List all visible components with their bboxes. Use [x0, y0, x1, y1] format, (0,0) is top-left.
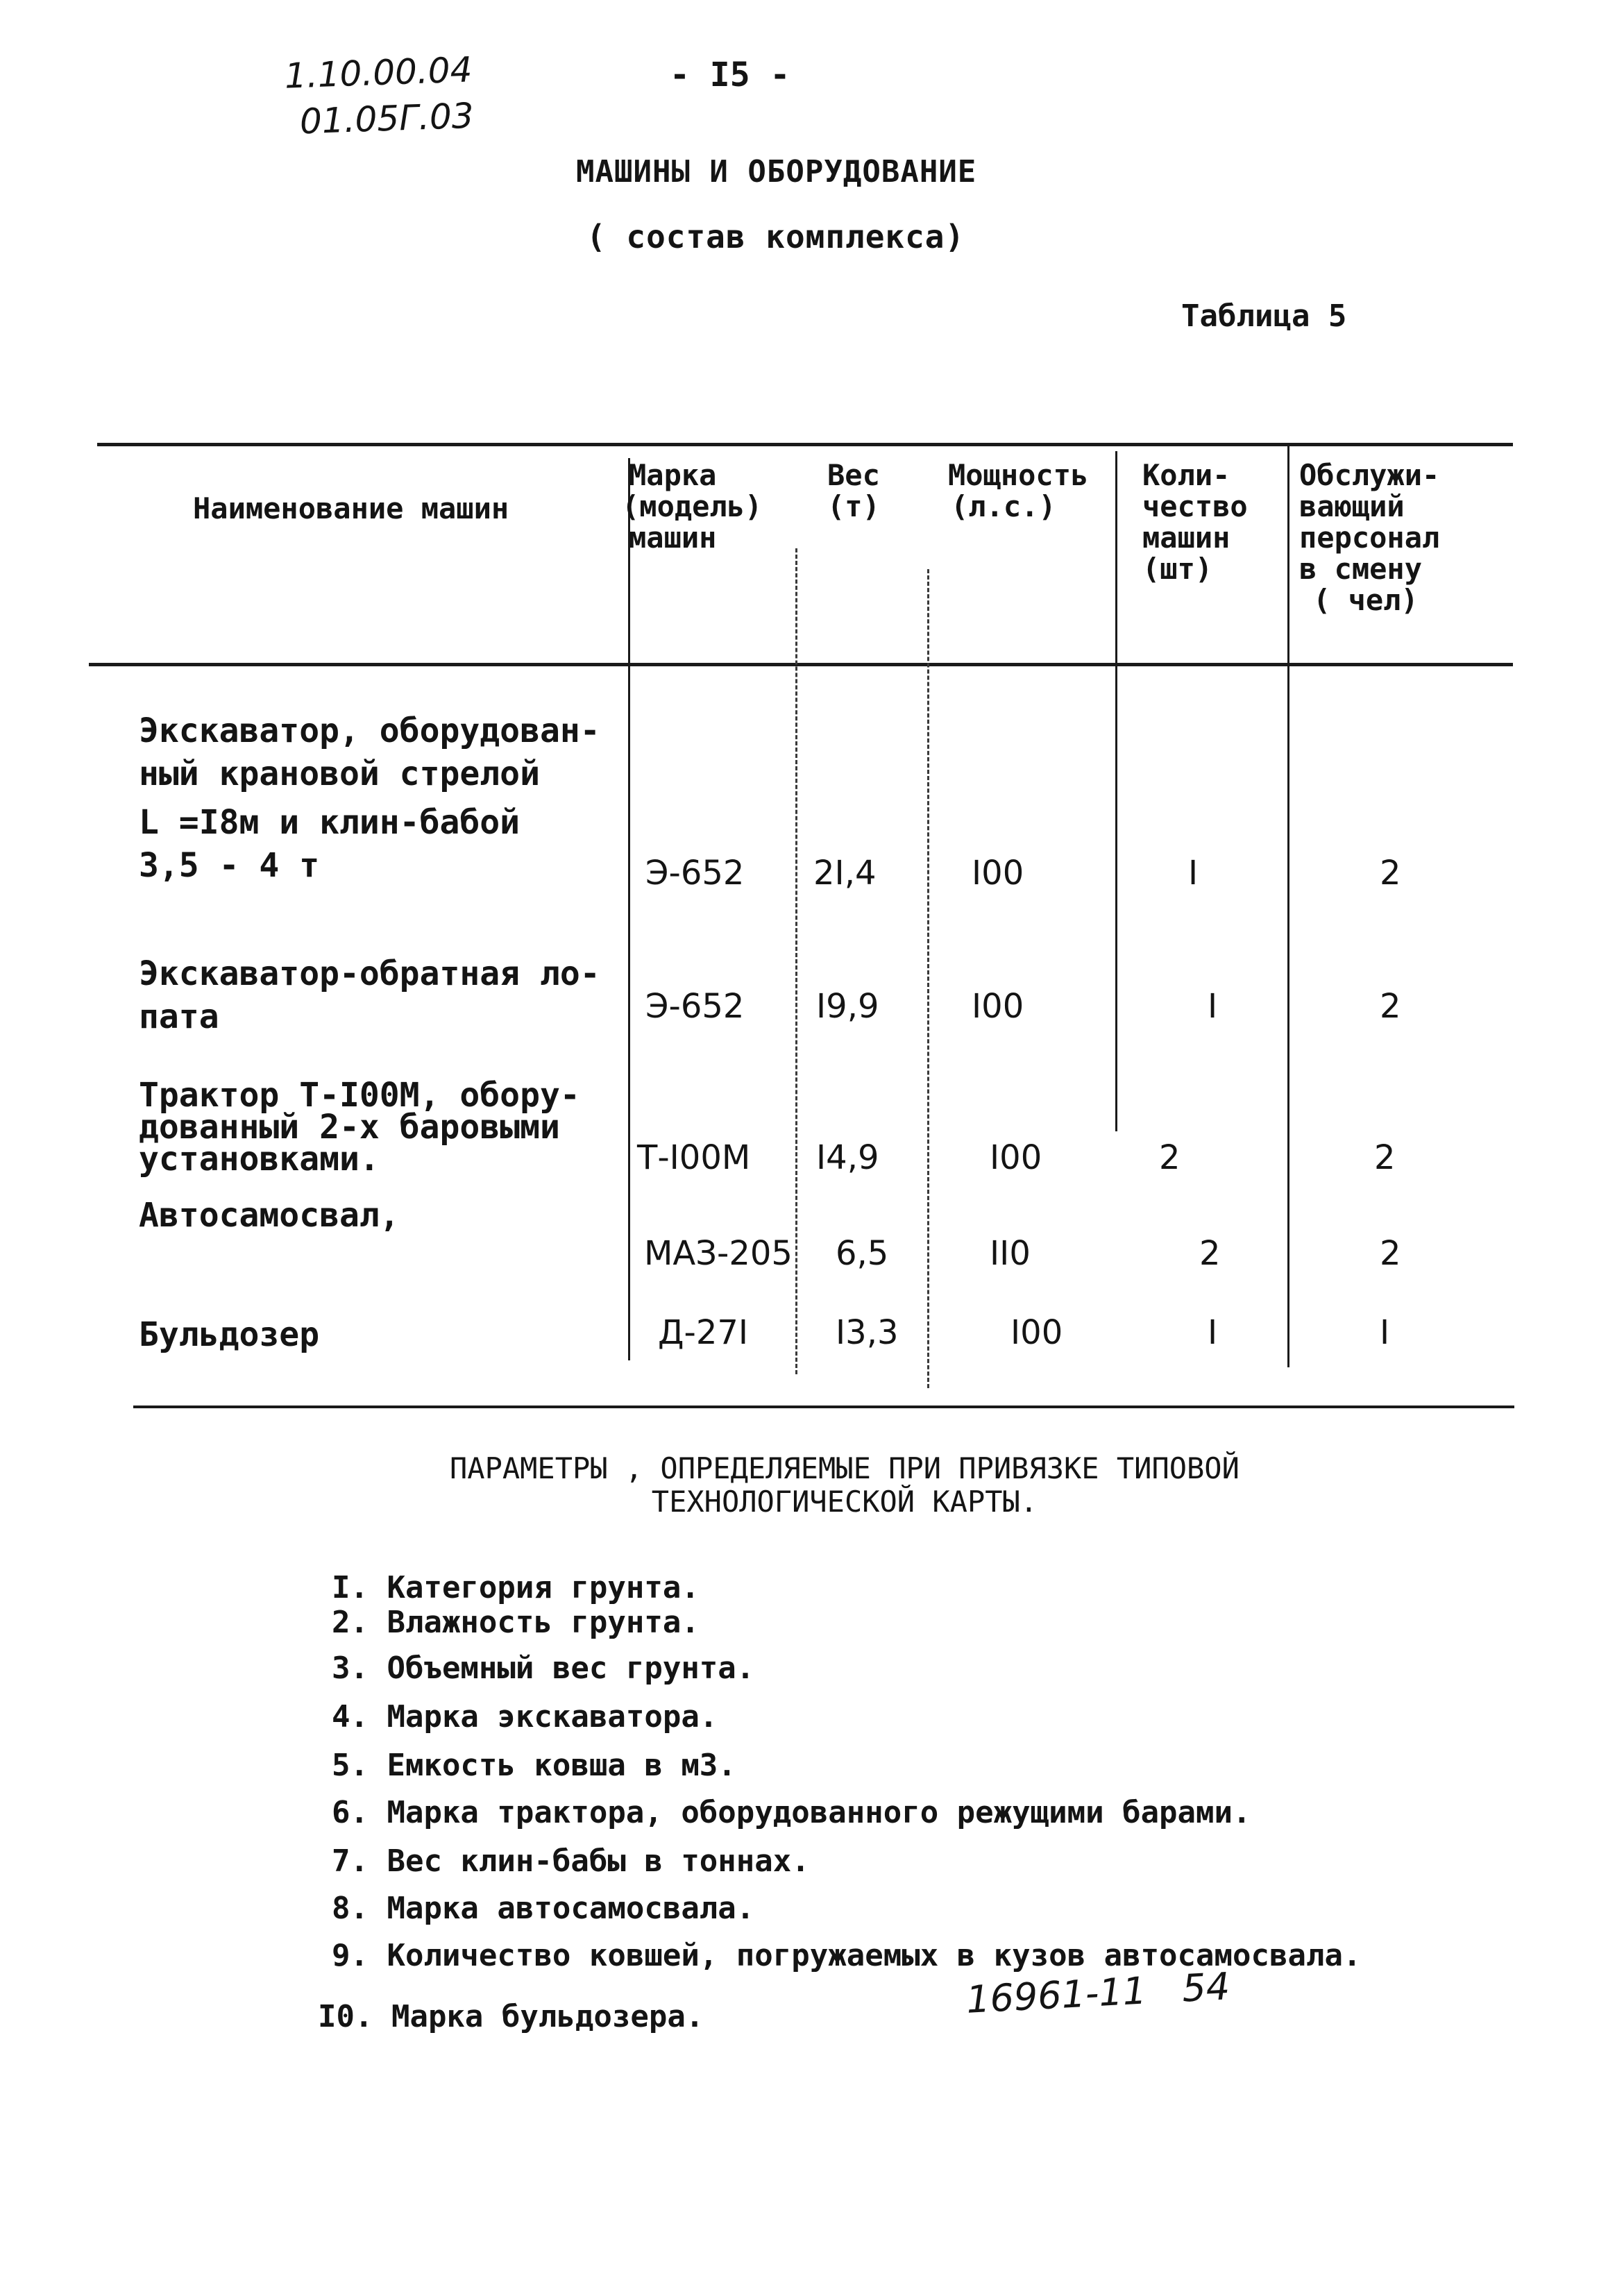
document-code-1: 1.10.00.04: [284, 49, 473, 96]
header-count: Коли- чество машин (шт): [1142, 458, 1248, 586]
row-power: II0: [990, 1234, 1031, 1273]
list-item: 2. Влажность грунта.: [332, 1605, 700, 1640]
row-staff: 2: [1380, 854, 1401, 893]
row-model: Э-652: [645, 854, 745, 893]
header-weight: Вес (т): [827, 458, 880, 523]
list-item: 6. Марка трактора, оборудованного режущими барами.: [332, 1795, 1251, 1830]
row-power: I00: [972, 854, 1024, 893]
params-title: ПАРАМЕТРЫ , ОПРЕДЕЛЯЕМЫЕ ПРИ ПРИВЯЗКЕ ТИПОВОЙ ТЕХНОЛОГИЧЕСКОЙ КАРТЫ.: [450, 1451, 1240, 1519]
page-number: - I5 -: [670, 56, 790, 94]
column-divider: [628, 458, 630, 1360]
column-divider: [795, 548, 797, 1374]
row-weight: I9,9: [816, 987, 879, 1026]
row-staff: 2: [1374, 1138, 1396, 1177]
list-item: I. Категория грунта.: [332, 1570, 700, 1605]
row-staff: 2: [1380, 987, 1401, 1026]
row-weight: 2I,4: [813, 854, 877, 893]
row-weight: I4,9: [816, 1138, 879, 1177]
row-weight: 6,5: [836, 1234, 889, 1273]
document-code-2: 01.05Г.03: [299, 95, 475, 142]
section-subtitle: ( состав комплекса): [586, 218, 965, 255]
table-label: Таблица 5: [1181, 298, 1347, 334]
list-item: 8. Марка автосамосвала.: [332, 1891, 755, 1926]
column-divider: [927, 569, 929, 1388]
row-staff: 2: [1380, 1234, 1401, 1273]
table-bottom-rule: [133, 1406, 1514, 1408]
header-model: Марка (модель) машин: [622, 458, 763, 555]
row-count: 2: [1159, 1138, 1181, 1177]
header-power: Мощность (л.с.): [948, 458, 1089, 523]
table-header-rule: [89, 663, 1513, 666]
section-title: МАШИНЫ И ОБОРУДОВАНИЕ: [576, 154, 977, 189]
row-name: Экскаватор-обратная ло- пата: [139, 954, 600, 1036]
row-model: Т-I00М: [637, 1138, 751, 1177]
row-power: I00: [1010, 1313, 1063, 1352]
header-staff: Обслужи- вающий персонал в смену ( чел): [1299, 458, 1440, 617]
header-name: Наименование машин: [193, 491, 509, 525]
row-count: I: [1208, 1313, 1218, 1352]
handwritten-note: 16961-11 54: [965, 1964, 1231, 2022]
row-name: Автосамосвал,: [139, 1196, 400, 1235]
row-name: Трактор Т-I00М, обору- дованный 2-х баровыми установками.: [139, 1076, 580, 1179]
row-count: 2: [1199, 1234, 1221, 1273]
list-item: I0. Марка бульдозера.: [318, 1999, 704, 2034]
column-divider: [1287, 444, 1289, 1367]
list-item: 3. Объемный вес грунта.: [332, 1651, 755, 1686]
row-count: I: [1208, 987, 1218, 1026]
row-name: Бульдозер: [139, 1315, 320, 1354]
list-item: 5. Емкость ковша в м3.: [332, 1748, 736, 1783]
row-model: Д-27I: [658, 1313, 749, 1352]
row-weight: I3,3: [836, 1313, 899, 1352]
row-name: Экскаватор, оборудован- ный крановой стрелой L =I8м и клин-бабой 3,5 - 4 т: [139, 711, 600, 885]
row-count: I: [1188, 854, 1199, 893]
list-item: 7. Вес клин-бабы в тоннах.: [332, 1843, 810, 1879]
table-top-rule: [97, 443, 1513, 446]
row-model: МАЗ-205: [644, 1234, 793, 1273]
list-item: 4. Марка экскаватора.: [332, 1699, 718, 1734]
row-model: Э-652: [645, 987, 745, 1026]
row-power: I00: [972, 987, 1024, 1026]
list-item: 9. Количество ковшей, погружаемых в кузов автосамосвала.: [332, 1938, 1362, 1973]
row-staff: I: [1380, 1313, 1390, 1352]
column-divider: [1115, 451, 1117, 1131]
row-power: I00: [990, 1138, 1042, 1177]
